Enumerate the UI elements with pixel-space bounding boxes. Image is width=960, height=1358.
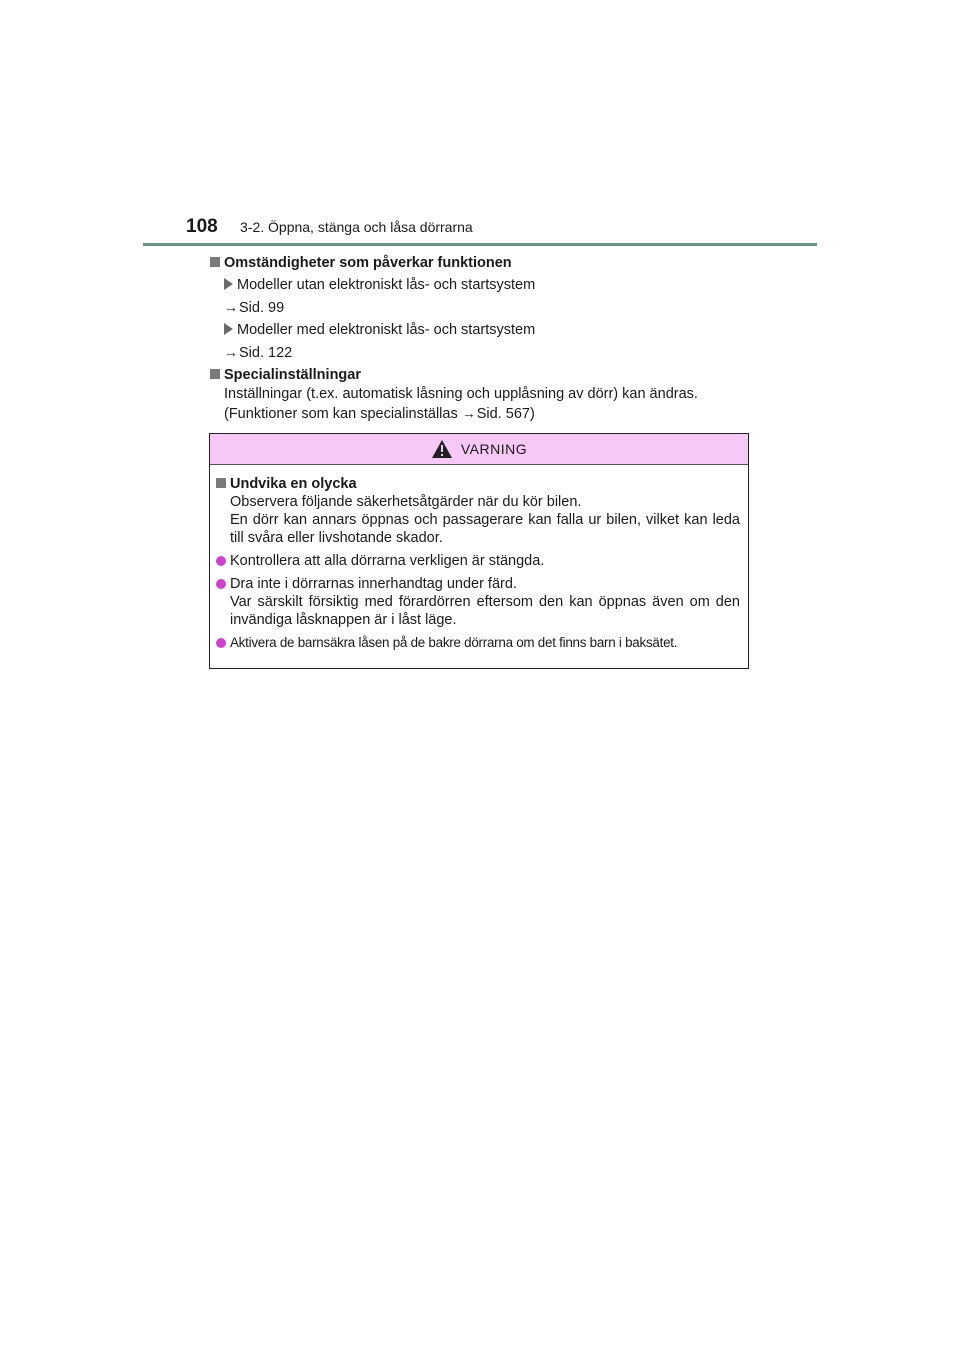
warning-heading-text: Undvika en olycka (230, 476, 357, 492)
warning-bullet (216, 552, 740, 570)
list-item-label: Modeller med elektroniskt lås- och startsystem (237, 322, 536, 338)
bullet-text (230, 634, 740, 652)
bullet-line: Kontrollera att alla dörrarna verkligen är stängda. (230, 553, 545, 569)
section-heading (210, 366, 750, 385)
page-reference (210, 343, 750, 363)
square-bullet-icon (216, 478, 226, 488)
bullet-dot-icon (216, 556, 226, 566)
warning-triangle-icon (431, 439, 453, 459)
list-item (210, 276, 750, 295)
main-content (210, 254, 750, 424)
warning-title: VARNING (460, 441, 528, 457)
section-heading-text: Omständigheter som påverkar funktionen (224, 255, 512, 271)
warning-intro-line: Observera följande säkerhetsåtgärder när du kör bilen. (230, 494, 582, 510)
page-reference-link[interactable]: Sid. 99 (239, 300, 285, 316)
warning-heading (216, 475, 740, 493)
page-reference-link[interactable]: Sid. 122 (239, 345, 293, 361)
page-reference-link[interactable]: Sid. 567) (476, 406, 535, 422)
section-title: 3-2. Öppna, stänga och låsa dörrarna (240, 219, 473, 235)
arrow-right-icon: → (461, 405, 476, 421)
paragraph (210, 385, 750, 424)
warning-header (210, 434, 748, 465)
triangle-right-icon (224, 278, 233, 290)
page-header (186, 216, 473, 238)
page-reference (210, 298, 750, 318)
bullet-dot-icon (216, 579, 226, 589)
square-bullet-icon (210, 257, 220, 267)
section-heading (210, 254, 750, 273)
page-number: 108 (186, 216, 218, 237)
header-rule (143, 243, 817, 246)
warning-intro-line: En dörr kan annars öppnas och passagerare kan falla ur bilen, vilket kan leda till svåra eller livshotande skador. (230, 512, 740, 546)
bullet-line: Var särskilt försiktig med förardörren eftersom den kan öppnas även om den invändiga låsknappen är i låst läge. (230, 594, 740, 628)
arrow-right-icon: → (224, 299, 238, 315)
bullet-dot-icon (216, 638, 226, 648)
warning-body (210, 465, 748, 652)
arrow-right-icon: → (224, 344, 238, 360)
list-item (210, 321, 750, 340)
section-heading-text: Specialinställningar (224, 367, 361, 383)
warning-box (209, 433, 749, 669)
bullet-text (230, 575, 740, 629)
warning-bullet (216, 634, 740, 652)
warning-bullet (216, 575, 740, 629)
paragraph-line: Inställningar (t.ex. automatisk låsning och upplåsning av dörr) kan ändras. (224, 386, 698, 402)
bullet-text (230, 552, 740, 570)
bullet-line: Aktivera de barnsäkra låsen på de bakre dörrarna om det finns barn i baksätet. (230, 635, 678, 650)
warning-intro (216, 493, 740, 547)
square-bullet-icon (210, 369, 220, 379)
paragraph-line: (Funktioner som kan specialinställas (224, 406, 462, 422)
list-item-label: Modeller utan elektroniskt lås- och startsystem (237, 277, 536, 293)
bullet-line: Dra inte i dörrarnas innerhandtag under färd. (230, 576, 517, 592)
triangle-right-icon (224, 323, 233, 335)
